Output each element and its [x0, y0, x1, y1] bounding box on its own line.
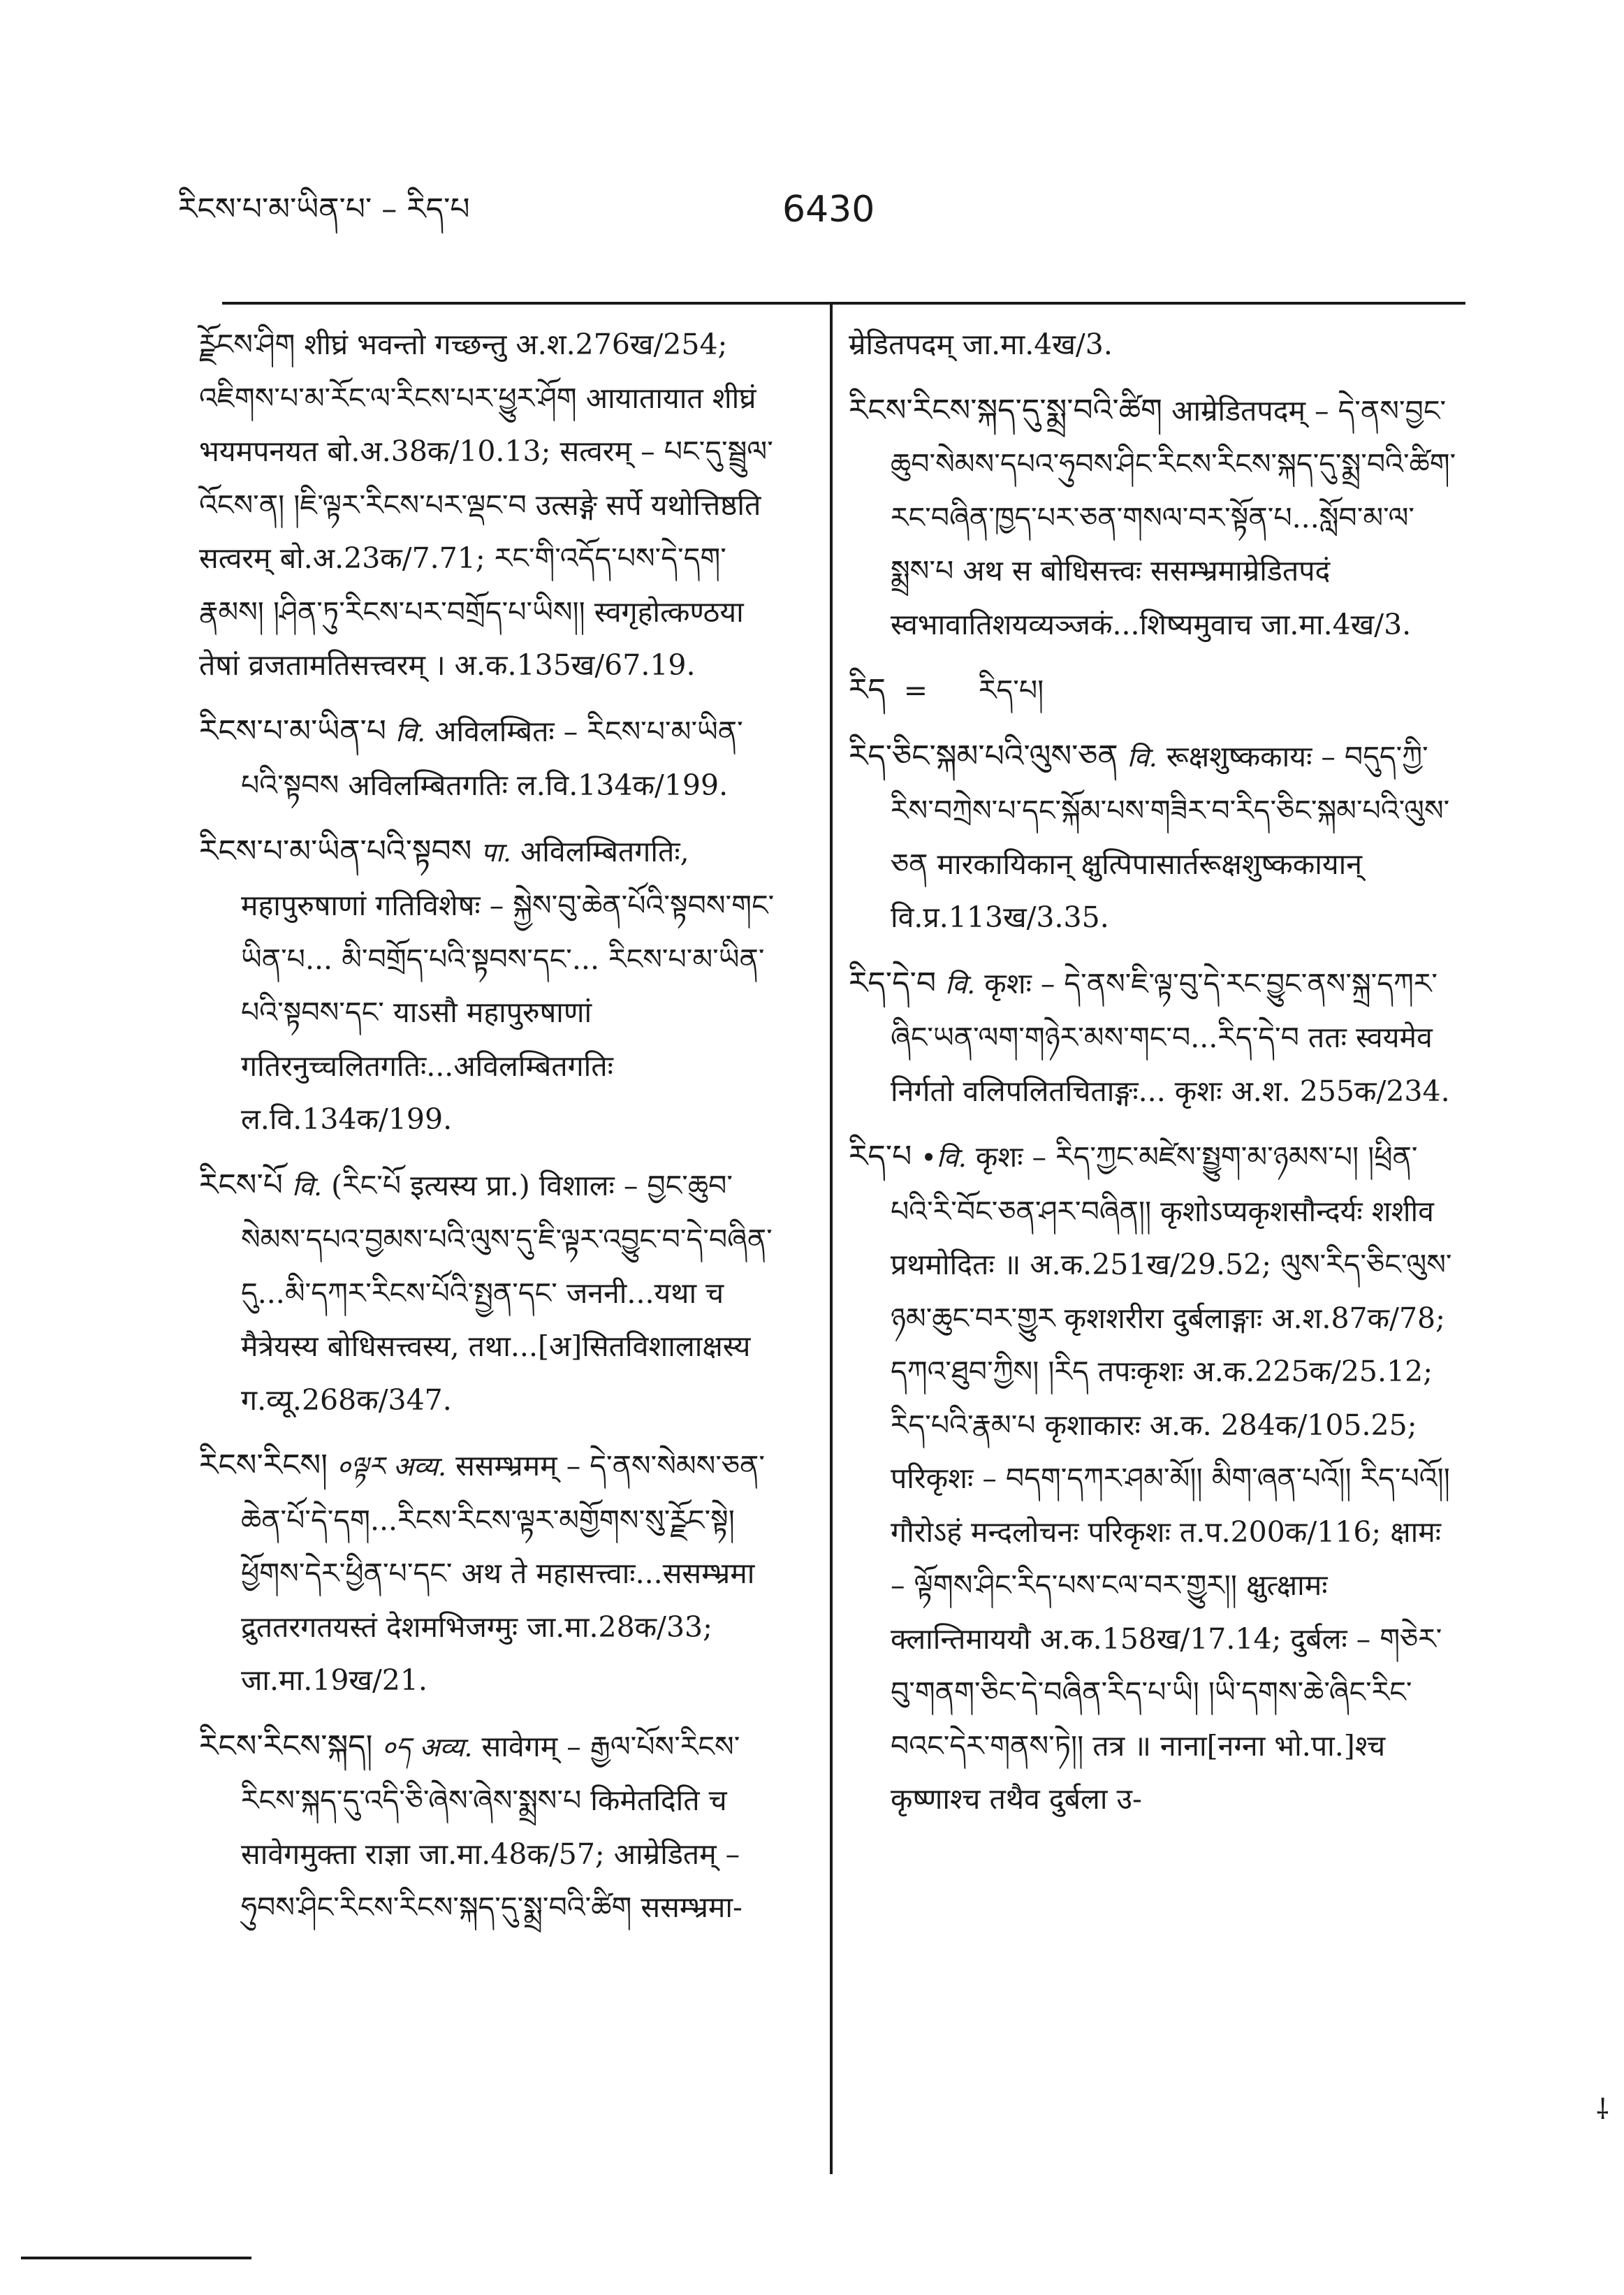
dictionary-entry [199, 1439, 782, 1707]
dictionary-entry [849, 957, 1456, 1119]
entry-text: रूक्षशुष्ककायः – བདུད་ཀྱི་རིས་བཀྲེས་པ་དང་སྐོམ་པས་གཟིར་བ་རིད་ཅིང་སྐམ་པའི་ལུས་ཅན मारकायिकान् क्षुत्पिपासार्तरूक्षशुष्ककायान् वि.प्र.113ख/3.35. [891, 739, 1450, 934]
entry-text: आम्रेडितपदम् – དེ་ནས་བྱང་ཆུབ་སེམས་དཔའ་ཧུབས་ཤིང་རིངས་རིངས་སྐད་དུ་སྨྲ་བའི་ཚིག་རང་བཞིན་ཁྱད་པར་ཅན་གསལ་བར་སྟོན་པ...སློབ་མ་ལ་སྨྲས་པ अथ स बोधिसत्त्वः ससम्भ्रमाम्रेडितपदं स्वभावातिशयव्यञ्जकं...शिष्यमुवाच जा.मा.4ख/3. [891, 393, 1456, 641]
entry-text: अविलम्बितः – རིངས་པ་མ་ཡིན་པའི་སྟབས अविलम्बितगतिः ल.वि.134क/199. [241, 714, 743, 802]
headword: རིངས་པོ [199, 1167, 283, 1203]
grammar-label: वि. [292, 1170, 323, 1202]
entry-text: ཪྫོངས་ཤིག शीघ्रं भवन्तो गच्छन्तु अ.श.276ख/254; འཇིགས་པ་མ་རོང་ལ་རིངས་པར་ཕྱུར་ཤོག आयातायात शीघ्रं भयमपनयत बो.अ.38क/10.13; सत्वरम् – པང་དུ་སྦྲུལ་འོངས་ན། །ཇི་ལྟར་རིངས་པར་ལྡང་བ उत्सङ्गे सर्पे यथोत्तिष्ठति सत्वरम् बो.अ.23क/7.71; རང་གི་འདོད་པས་དེ་དག་རྣམས། །ཤིན་ཏུ་རིངས་པར་བགྲོད་པ་ཡིས།། स्वगृहोत्कण्ठया तेषां व्रजतामतिसत्त्वरम् । अ.क.135ख/67.19. [199, 328, 773, 682]
entry-text: कृशः – རིད་ཀྱང་མཛེས་སྤྱུག་མ་ཉམས་པ། །ཕྲིན་པའི་རི་བོང་ཅན་ཤར་བཞིན།། कृशोऽप्यकृशसौन्दर्यः शशीव प्रथमोदितः ॥ अ.क.251ख/29.52; ལུས་རིད་ཅིང་ལུས་ཉམ་ཆུང་བར་གྱུར कृशशरीरा दुर्बलाङ्गाः अ.श.87क/78; དཀའ་ཐུབ་ཀྱིས། །རིད तपःकृशः अ.क.225क/25.12; རིད་པའི་རྣམ་པ कृशाकारः अ.क. 284क/105.25; परिकृशः – བདག་དཀར་ཤམ་མོ།། མིག་ཞན་པའོ།། རིད་པའོ།། गौरोऽहं मन्दलोचनः परिकृशः त.प.200क/116; क्षामः – ལྟོགས་ཤིང་རིད་པས་ངལ་བར་གྱུར།། क्षुत्क्षामः क्लान्तिमाययौ अ.क.158ख/17.14; दुर्बलः – གཅེར་བུ་གནག་ཅིང་དེ་བཞིན་རིད་པ་ཡི། །ཡི་དགས་ཆེ་ཞིང་རིང་བའང་དེར་གནས་ཏེ།། तत्र ॥ नाना[नग्ना भो.पा.]श्च कृष्णाश्च तथैव दुर्बला उ- [891, 1140, 1452, 1816]
entry-text: कृशः – དེ་ནས་ཇི་ལྟ་བུ་དེ་རང་བྱུང་ནས་སྐྲ་དཀར་ཞིང་ཡན་ལག་གཉེར་མས་གང་བ...རིད་དེ་བ ततः स्वयमेव निर्गतो वलिपलितचिताङ्गः... कृशः अ.श. 255क/234. [891, 966, 1450, 1108]
entry-text: अविलम्बितगतिः, महापुरुषाणां गतिविशेषः – སྐྱེས་བུ་ཆེན་པོའི་སྟབས་གང་ཡིན་པ... མི་བགྲོད་པའི་སྟབས་དང་... རིངས་པ་མ་ཡིན་པའི་སྟབས་དང་ याऽसौ महापुरुषाणां गतिरनुच्चलितगतिः...अविलम्बितगतिः ल.वि.134क/199. [241, 834, 775, 1136]
grammar-label: ०ལྟར अव्य. [337, 1451, 447, 1482]
dictionary-entry [199, 1720, 782, 1935]
headword: རིངས་རིངས། [199, 1448, 328, 1483]
left-column [199, 318, 782, 1935]
equals-sign: = [903, 673, 928, 707]
headword: རིངས་པ་མ་ཡིན་པའི་སྟབས [199, 833, 472, 869]
entry-text: (རིང་པོ इत्यस्य प्रा.) विशालः – བྱང་ཆུབ་སེམས་དཔའ་བྱམས་པའི་ལུས་དུ་ཇི་ལྟར་འབྱུང་བ་དེ་བཞིན་དུ...མི་དཀར་རིངས་པོའི་སྤྱན་དང་ जननी...यथा च मैत्रेयस्य बोधिसत्त्वस्य, तथा...[अ]सितविशालाक्षस्य ग.व्यू.268क/347. [241, 1168, 773, 1417]
entry-text: म्रेडितपदम् जा.मा.4ख/3. [849, 328, 1113, 361]
running-head: རིངས་པ་མ་ཡིན་པ་ – རིད་པ [178, 191, 470, 227]
dictionary-entry [199, 1159, 782, 1427]
entry-continuation [849, 318, 1456, 372]
headword: རིངས་རིངས་སྐད། [199, 1728, 373, 1764]
headword: རིད [849, 672, 886, 708]
grammar-label: वि. [945, 968, 976, 1000]
dictionary-entry [849, 384, 1456, 652]
dictionary-entry [849, 664, 1456, 717]
footer-rule [21, 2257, 251, 2259]
headword: རིད་དེ་བ [849, 965, 937, 1001]
headword: རིངས་པ་མ་ཡིན་པ [199, 713, 387, 749]
entry-continuation [199, 318, 782, 692]
cross-reference-target: རིད་པ། [978, 673, 1044, 707]
grammar-label: वि. [395, 716, 426, 748]
headword: རིད་ཅིང་སྐམ་པའི་ལུས་ཅན [849, 738, 1118, 774]
grammar-label: वि. [1127, 741, 1157, 773]
grammar-label: ०ད अव्य. [381, 1731, 473, 1763]
right-column [849, 318, 1456, 1826]
headword: རིངས་རིངས་སྐད་དུ་སྨྲ་བའི་ཚིག [849, 392, 1163, 428]
column-divider [830, 302, 833, 2174]
grammar-label: पा. [481, 836, 511, 868]
page-number: 6430 [782, 189, 875, 231]
entry-text: ससम्भ्रमम् – དེ་ནས་སེམས་ཅན་ཆེན་པོ་དེ་དག...རིངས་རིངས་ལྟར་མགྱོགས་སུ་ཪྫོང་སྟེ། ཕྱོགས་དེར་ཕྱིན་པ་དང་ अथ ते महासत्त्वाः...ससम्भ्रमा द्रुततरगतयस्तं देशमभिजग्मुः जा.मा.28क/33; जा.मा.19ख/21. [241, 1449, 765, 1697]
dictionary-entry [849, 730, 1456, 945]
headword: རིད་པ [849, 1139, 912, 1174]
header-rule [222, 302, 1465, 305]
dictionary-entry [849, 1130, 1456, 1826]
dictionary-entry [199, 825, 782, 1146]
entry-text: सावेगम् – རྒྱལ་པོས་རིངས་རིངས་སྐད་དུ་འདི་ཅི་ཞེས་ཞེས་སྨྲས་པ किमेतदिति च सावेगमुक्ता राज्ञा जा.मा.48क/57; आम्रेडितम् – ཧུབས་ཤིང་རིངས་རིངས་སྐད་དུ་སྨྲ་བའི་ཚིག ससम्भ्रमा- [241, 1729, 742, 1924]
dictionary-entry [199, 705, 782, 813]
grammar-label: •वि. [921, 1142, 967, 1173]
margin-mark: ⸸ [1596, 2094, 1609, 2126]
